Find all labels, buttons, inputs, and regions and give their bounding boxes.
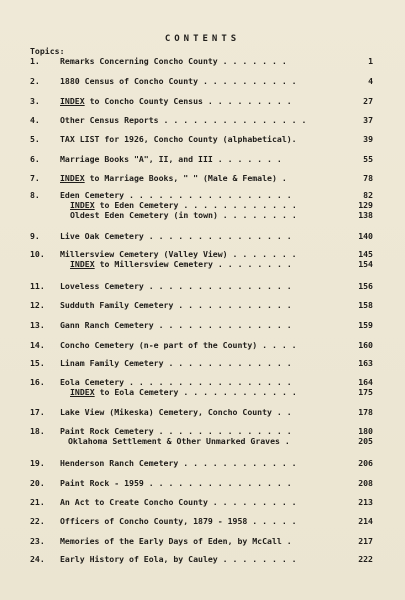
entry-page-number: 208 <box>358 478 373 488</box>
entry-title <box>60 377 292 387</box>
entry-number: 13. <box>30 320 45 330</box>
entry-title-text: to Eden Cemetery . . . . . . . . . . . . <box>94 200 297 210</box>
entry-number: 8. <box>30 190 40 200</box>
entry-page-number: 163 <box>358 358 373 368</box>
entry-title <box>70 387 297 397</box>
entry-title <box>60 536 292 546</box>
contents-line <box>0 426 405 436</box>
entry-title <box>60 497 297 507</box>
contents-entry <box>0 358 405 368</box>
entry-index-label: INDEX <box>70 200 95 210</box>
contents-line <box>0 190 405 200</box>
entry-title-text: Officers of Concho County, 1879 - 1958 . . . . . <box>60 516 297 526</box>
entry-number: 6. <box>30 154 40 164</box>
contents-line <box>0 173 405 183</box>
entry-page-number: 145 <box>358 249 373 259</box>
entry-title-text: to Eola Cemetery . . . . . . . . . . . . <box>94 387 297 397</box>
entry-title-text: Memories of the Early Days of Eden, by McCall . <box>60 536 292 546</box>
entry-page-number: 55 <box>363 154 373 164</box>
entry-title <box>60 426 292 436</box>
entry-title <box>60 458 297 468</box>
entry-number: 10. <box>30 249 45 259</box>
entry-title-text: Linam Family Cemetery . . . . . . . . . . . . . <box>60 358 292 368</box>
entry-number: 22. <box>30 516 45 526</box>
contents-line <box>0 200 405 210</box>
entry-title <box>60 478 292 488</box>
entry-number: 18. <box>30 426 45 436</box>
contents-entry <box>0 249 405 269</box>
entry-page-number: 140 <box>358 231 373 241</box>
entry-title <box>60 281 292 291</box>
contents-entry <box>0 154 405 164</box>
entry-title-text: Marriage Books "A", II, and III . . . . . . . <box>60 154 282 164</box>
entry-title <box>60 300 292 310</box>
contents-line <box>0 436 405 446</box>
contents-entry <box>0 426 405 446</box>
contents-entry <box>0 300 405 310</box>
entry-title <box>60 56 287 66</box>
entry-title <box>60 249 297 259</box>
entry-index-label: INDEX <box>70 259 95 269</box>
entry-title <box>70 259 292 269</box>
contents-entry <box>0 76 405 86</box>
entry-number: 20. <box>30 478 45 488</box>
contents-line <box>0 358 405 368</box>
contents-entry <box>0 458 405 468</box>
entry-page-number: 39 <box>363 134 373 144</box>
contents-line <box>0 340 405 350</box>
contents-line <box>0 554 405 564</box>
entry-number: 21. <box>30 497 45 507</box>
contents-entry <box>0 96 405 106</box>
entry-page-number: 206 <box>358 458 373 468</box>
entry-number: 4. <box>30 115 40 125</box>
contents-line <box>0 210 405 220</box>
entry-index-label: INDEX <box>60 173 85 183</box>
entry-number: 17. <box>30 407 45 417</box>
entry-title-text: to Marriage Books, " " (Male & Female) . <box>84 173 287 183</box>
entry-number: 14. <box>30 340 45 350</box>
entry-page-number: 175 <box>358 387 373 397</box>
contents-entry <box>0 516 405 526</box>
entry-title <box>60 173 287 183</box>
contents-entry <box>0 173 405 183</box>
contents-line <box>0 249 405 259</box>
entry-number: 16. <box>30 377 45 387</box>
entry-title-text: Live Oak Cemetery . . . . . . . . . . . . . . . <box>60 231 292 241</box>
contents-line <box>0 516 405 526</box>
contents-entry <box>0 536 405 546</box>
contents-entry <box>0 377 405 397</box>
entry-title-text: Henderson Ranch Cemetery . . . . . . . . . . . . <box>60 458 297 468</box>
entry-page-number: 158 <box>358 300 373 310</box>
entry-page-number: 213 <box>358 497 373 507</box>
entry-title <box>60 358 292 368</box>
entry-page-number: 37 <box>363 115 373 125</box>
page-title: CONTENTS <box>164 34 241 44</box>
entry-page-number: 154 <box>358 259 373 269</box>
entry-title <box>60 516 297 526</box>
entry-title-text: Sudduth Family Cemetery . . . . . . . . . . . . <box>60 300 292 310</box>
contents-entry <box>0 231 405 241</box>
entry-number: 12. <box>30 300 45 310</box>
entry-page-number: 160 <box>358 340 373 350</box>
entry-page-number: 214 <box>358 516 373 526</box>
entry-title <box>60 231 292 241</box>
contents-line <box>0 259 405 269</box>
entry-number: 7. <box>30 173 40 183</box>
entry-page-number: 78 <box>363 173 373 183</box>
entry-title <box>60 340 297 350</box>
entry-page-number: 138 <box>358 210 373 220</box>
entry-page-number: 82 <box>363 190 373 200</box>
entry-title-text: 1880 Census of Concho County . . . . . . . . . . <box>60 76 297 86</box>
entry-title-text: Remarks Concerning Concho County . . . . . . . <box>60 56 287 66</box>
contents-entry <box>0 134 405 144</box>
topics-label: Topics: <box>30 46 65 56</box>
entry-page-number: 178 <box>358 407 373 417</box>
contents-entry <box>0 407 405 417</box>
entry-index-label: INDEX <box>70 387 95 397</box>
entry-title <box>60 554 297 564</box>
contents-line <box>0 300 405 310</box>
entry-page-number: 164 <box>358 377 373 387</box>
entry-title <box>60 96 292 106</box>
contents-line <box>0 497 405 507</box>
entry-number: 11. <box>30 281 45 291</box>
entry-title-text: Lake View (Mikeska) Cemetery, Concho County . . <box>60 407 292 417</box>
entry-title-text: Loveless Cemetery . . . . . . . . . . . . . . . <box>60 281 292 291</box>
entry-number: 1. <box>30 56 40 66</box>
entry-title-text: Gann Ranch Cemetery . . . . . . . . . . . . . . <box>60 320 292 330</box>
entry-title-text: Concho Cemetery (n-e part of the County) . . . . <box>60 340 297 350</box>
entry-title <box>60 190 292 200</box>
entry-title-text: Oklahoma Settlement & Other Unmarked Graves . <box>68 436 290 446</box>
entry-title-text: TAX LIST for 1926, Concho County (alphabetical). <box>60 134 297 144</box>
entry-title-text: Eola Cemetery . . . . . . . . . . . . . . . . . <box>60 377 292 387</box>
entry-number: 2. <box>30 76 40 86</box>
entry-title <box>60 134 297 144</box>
contents-line <box>0 407 405 417</box>
contents-entry <box>0 554 405 564</box>
contents-line <box>0 320 405 330</box>
entry-title <box>60 320 292 330</box>
entry-page-number: 27 <box>363 96 373 106</box>
entry-page-number: 180 <box>358 426 373 436</box>
entry-title <box>70 200 297 210</box>
contents-line <box>0 76 405 86</box>
contents-entry <box>0 56 405 66</box>
entry-number: 23. <box>30 536 45 546</box>
entry-page-number: 4 <box>368 76 373 86</box>
contents-line <box>0 281 405 291</box>
contents-line <box>0 154 405 164</box>
entry-title-text: Paint Rock - 1959 . . . . . . . . . . . . . . . <box>60 478 292 488</box>
contents-entry <box>0 115 405 125</box>
contents-line <box>0 134 405 144</box>
entry-title <box>60 407 292 417</box>
entry-title-text: Early History of Eola, by Cauley . . . . . . . . <box>60 554 297 564</box>
entry-number: 5. <box>30 134 40 144</box>
contents-line <box>0 56 405 66</box>
entry-number: 15. <box>30 358 45 368</box>
contents-line <box>0 387 405 397</box>
entry-title-text: Paint Rock Cemetery . . . . . . . . . . . . . . <box>60 426 292 436</box>
entry-number: 24. <box>30 554 45 564</box>
entry-title-text: An Act to Create Concho County . . . . . . . . . <box>60 497 297 507</box>
contents-line <box>0 115 405 125</box>
entry-page-number: 156 <box>358 281 373 291</box>
entry-page-number: 217 <box>358 536 373 546</box>
entry-title-text: to Concho County Census . . . . . . . . . <box>84 96 292 106</box>
entry-page-number: 222 <box>358 554 373 564</box>
entry-page-number: 1 <box>368 56 373 66</box>
entry-title-text: Eden Cemetery . . . . . . . . . . . . . . . . . <box>60 190 292 200</box>
contents-line <box>0 458 405 468</box>
contents-entry <box>0 497 405 507</box>
contents-line <box>0 377 405 387</box>
entry-title-text: Millersview Cemetery (Valley View) . . . . . . . <box>60 249 297 259</box>
entry-number: 9. <box>30 231 40 241</box>
entry-number: 3. <box>30 96 40 106</box>
entry-title <box>70 210 297 220</box>
entry-number: 19. <box>30 458 45 468</box>
entry-title-text: Oldest Eden Cemetery (in town) . . . . . . . . <box>70 210 297 220</box>
contents-entry <box>0 478 405 488</box>
contents-entry <box>0 190 405 220</box>
entry-page-number: 205 <box>358 436 373 446</box>
entry-title-text: to Millersview Cemetery . . . . . . . . <box>94 259 292 269</box>
contents-line <box>0 478 405 488</box>
entry-title-text: Other Census Reports . . . . . . . . . . . . . . . <box>60 115 307 125</box>
entry-index-label: INDEX <box>60 96 85 106</box>
contents-entry <box>0 340 405 350</box>
contents-line <box>0 536 405 546</box>
contents-line <box>0 96 405 106</box>
entry-page-number: 159 <box>358 320 373 330</box>
entry-title <box>60 76 297 86</box>
contents-entry <box>0 320 405 330</box>
entry-title <box>68 436 290 446</box>
entry-title <box>60 154 282 164</box>
contents-entry <box>0 281 405 291</box>
contents-line <box>0 231 405 241</box>
entry-page-number: 129 <box>358 200 373 210</box>
entry-title <box>60 115 306 125</box>
